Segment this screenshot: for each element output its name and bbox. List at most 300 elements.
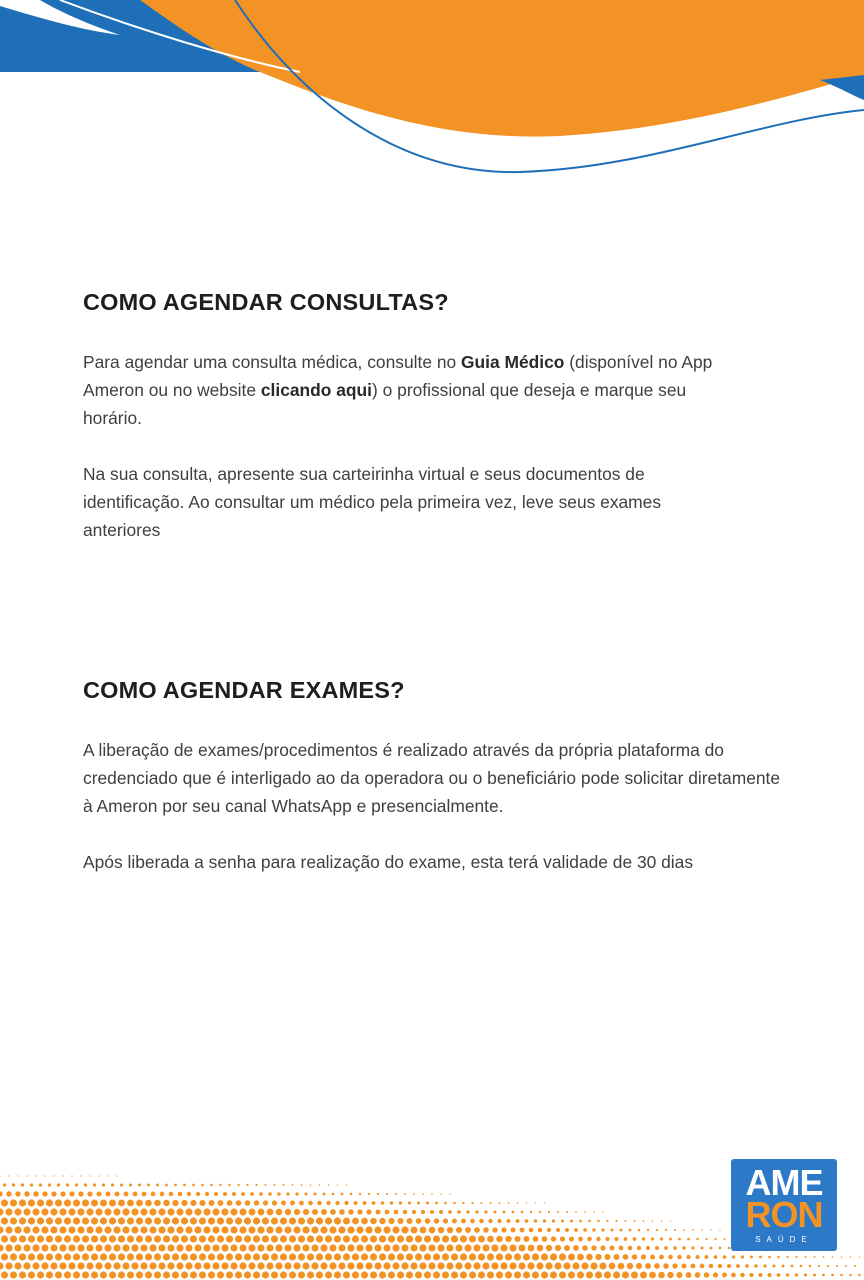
halftone-dot (284, 1262, 291, 1269)
halftone-dot (317, 1201, 322, 1206)
halftone-dot (492, 1227, 497, 1232)
halftone-dot (550, 1271, 557, 1278)
halftone-dot (392, 1262, 399, 1269)
halftone-dot (149, 1244, 156, 1251)
halftone-dot (514, 1253, 521, 1260)
halftone-dot (473, 1262, 480, 1269)
halftone-dot (386, 1193, 388, 1195)
halftone-dot (48, 1183, 51, 1186)
halftone-dot (217, 1271, 224, 1278)
halftone-dot (5, 1262, 12, 1269)
halftone-dot (181, 1235, 188, 1242)
halftone-dot (482, 1244, 489, 1251)
halftone-dot (1, 1235, 8, 1242)
halftone-dot (564, 1245, 570, 1251)
halftone-dot (676, 1272, 682, 1278)
halftone-dot (659, 1255, 664, 1260)
halftone-dot (329, 1244, 336, 1251)
halftone-dot (138, 1183, 141, 1186)
halftone-dot (339, 1209, 345, 1215)
halftone-dot (678, 1238, 681, 1241)
halftone-dot (91, 1253, 98, 1260)
halftone-dot (469, 1271, 476, 1278)
halftone-dot (695, 1272, 701, 1278)
halftone-dot (430, 1210, 434, 1214)
halftone-dot (237, 1184, 239, 1186)
halftone-dot (64, 1271, 71, 1278)
halftone-dot (275, 1262, 282, 1269)
halftone-dot (294, 1209, 300, 1215)
halftone-dot (388, 1235, 395, 1242)
halftone-dot (10, 1253, 17, 1260)
halftone-dot (53, 1175, 54, 1176)
halftone-dot (1, 1199, 8, 1206)
halftone-dot (136, 1271, 143, 1278)
halftone-dot (574, 1228, 578, 1232)
halftone-dot (221, 1244, 228, 1251)
halftone-dot (113, 1262, 120, 1269)
halftone-dot (59, 1208, 66, 1215)
halftone-dot (575, 1211, 577, 1213)
halftone-dot (723, 1238, 725, 1240)
halftone-dot (645, 1263, 651, 1269)
halftone-dot (140, 1262, 147, 1269)
halftone-dot (641, 1254, 646, 1259)
halftone-dot (714, 1255, 718, 1259)
halftone-dot (91, 1235, 98, 1242)
halftone-dot (5, 1208, 12, 1215)
halftone-dot (230, 1208, 237, 1215)
halftone-dot (647, 1229, 649, 1231)
halftone-dot (651, 1237, 654, 1240)
halftone-dot (372, 1201, 376, 1205)
halftone-dot (768, 1273, 772, 1277)
halftone-dot (122, 1226, 129, 1233)
halftone-dot (592, 1228, 595, 1231)
halftone-dot (600, 1245, 605, 1250)
halftone-dot (352, 1218, 359, 1225)
halftone-dot (116, 1175, 117, 1176)
halftone-dot (32, 1262, 39, 1269)
halftone-dot (298, 1271, 305, 1278)
halftone-dot (280, 1235, 287, 1242)
halftone-dot (421, 1210, 425, 1214)
halftone-dot (241, 1192, 245, 1196)
halftone-dot (145, 1235, 152, 1242)
halftone-dot (523, 1253, 530, 1260)
halftone-dot (228, 1184, 230, 1186)
halftone-dot (120, 1183, 123, 1186)
halftone-dot (569, 1237, 574, 1242)
halftone-dot (226, 1271, 233, 1278)
halftone-dot (275, 1244, 282, 1251)
halftone-dot (248, 1208, 255, 1215)
halftone-dot (710, 1229, 711, 1230)
halftone-dot (145, 1217, 152, 1224)
halftone-dot (823, 1256, 825, 1258)
halftone-dot (14, 1244, 21, 1251)
halftone-dot (356, 1244, 363, 1251)
halftone-dot (523, 1271, 530, 1278)
halftone-dot (480, 1202, 482, 1204)
halftone-dot (32, 1208, 39, 1215)
halftone-dot (28, 1217, 35, 1224)
halftone-dot (370, 1271, 377, 1278)
halftone-dot (455, 1262, 462, 1269)
halftone-dot (640, 1271, 647, 1278)
halftone-dot (325, 1235, 332, 1242)
halftone-dot (77, 1208, 84, 1215)
halftone-dot (46, 1217, 53, 1224)
halftone-dot (64, 1253, 71, 1260)
halftone-dot (239, 1244, 246, 1251)
halftone-dot (586, 1254, 593, 1261)
halftone-dot (397, 1271, 404, 1278)
halftone-dot (149, 1226, 156, 1233)
halftone-dot (321, 1209, 327, 1215)
halftone-dot (658, 1272, 665, 1279)
halftone-dot (343, 1271, 350, 1278)
halftone-dot (827, 1265, 829, 1267)
halftone-dot (447, 1227, 453, 1233)
halftone-dot (424, 1235, 431, 1242)
halftone-dot (77, 1244, 84, 1251)
halftone-dot (609, 1263, 616, 1270)
halftone-dot (136, 1235, 143, 1242)
halftone-dot (464, 1262, 471, 1269)
halftone-dot (381, 1201, 385, 1205)
halftone-dot (185, 1208, 192, 1215)
halftone-dot (496, 1236, 503, 1243)
halftone-dot (165, 1184, 168, 1187)
halftone-dot (239, 1208, 246, 1215)
halftone-dot (623, 1254, 629, 1260)
halftone-dot (0, 1262, 4, 1269)
halftone-dot (385, 1210, 390, 1215)
halftone-dot (368, 1193, 370, 1195)
halftone-dot (10, 1271, 17, 1278)
halftone-dot (19, 1253, 26, 1260)
halftone-dot (208, 1217, 215, 1224)
halftone-dot (185, 1262, 192, 1269)
halftone-dot (686, 1272, 692, 1278)
halftone-dot (449, 1193, 450, 1194)
halftone-dot (701, 1229, 703, 1231)
halftone-dot (596, 1237, 600, 1241)
halftone-dot (420, 1227, 427, 1234)
halftone-dot (628, 1246, 633, 1251)
halftone-dot (8, 1175, 9, 1176)
halftone-dot (854, 1265, 856, 1267)
halftone-dot (822, 1274, 825, 1277)
halftone-dot (595, 1271, 602, 1278)
halftone-dot (0, 1226, 4, 1233)
halftone-dot (719, 1229, 720, 1230)
halftone-dot (91, 1217, 98, 1224)
halftone-dot (50, 1244, 57, 1251)
halftone-dot (55, 1217, 62, 1224)
halftone-dot (455, 1244, 462, 1251)
halftone-dot (719, 1247, 722, 1250)
text-consultas-1c: ) o profissional que deseja e marque seu horário. (83, 380, 687, 428)
halftone-dot (550, 1253, 557, 1260)
halftone-dot (350, 1193, 353, 1196)
halftone-dot (301, 1184, 303, 1186)
halftone-dot (672, 1263, 677, 1268)
halftone-dot (749, 1273, 753, 1277)
halftone-dot (100, 1235, 107, 1242)
halftone-dot (163, 1235, 170, 1242)
halftone-dot (565, 1228, 569, 1232)
halftone-dot (597, 1220, 599, 1222)
halftone-dot (419, 1244, 426, 1251)
halftone-dot (163, 1271, 170, 1278)
halftone-dot (51, 1191, 56, 1196)
halftone-dot (539, 1211, 541, 1213)
halftone-dot (131, 1244, 138, 1251)
halftone-dot (298, 1217, 305, 1224)
halftone-dot (343, 1235, 350, 1242)
halftone-dot (262, 1235, 269, 1242)
halftone-dot (212, 1244, 219, 1251)
halftone-dot (636, 1263, 642, 1269)
halftone-dot (203, 1262, 210, 1269)
halftone-dot (548, 1211, 550, 1213)
halftone-dot (836, 1265, 838, 1267)
halftone-dot (93, 1183, 96, 1186)
halftone-dot (221, 1262, 228, 1269)
halftone-dot (172, 1253, 179, 1260)
halftone-dot (471, 1202, 473, 1204)
halftone-dot (337, 1184, 338, 1185)
halftone-dot (442, 1235, 449, 1242)
halftone-dot (686, 1255, 690, 1259)
halftone-dot (429, 1227, 436, 1234)
halftone-dot (32, 1244, 39, 1251)
halftone-dot (285, 1209, 291, 1215)
halftone-dot (469, 1253, 476, 1260)
halftone-dot (805, 1256, 807, 1258)
halftone-dot (437, 1262, 444, 1269)
halftone-dot (320, 1262, 327, 1269)
halftone-dot (19, 1217, 26, 1224)
halftone-dot (89, 1175, 90, 1176)
halftone-dot (46, 1271, 53, 1278)
halftone-dot (652, 1220, 654, 1222)
halftone-dot (194, 1244, 201, 1251)
halftone-dot (111, 1183, 114, 1186)
halftone-dot (0, 1208, 4, 1215)
halftone-dot (619, 1246, 624, 1251)
halftone-dot (271, 1217, 278, 1224)
halftone-dot (520, 1228, 525, 1233)
halftone-dot (541, 1271, 548, 1278)
halftone-dot (185, 1244, 192, 1251)
halftone-dot (410, 1262, 417, 1269)
halftone-dot (289, 1235, 296, 1242)
halftone-dot (487, 1253, 494, 1260)
halftone-dot (50, 1208, 57, 1215)
halftone-dot (559, 1253, 566, 1260)
halftone-dot (473, 1244, 480, 1251)
header-wave-decoration (0, 0, 864, 190)
halftone-dot (263, 1200, 268, 1205)
halftone-dot (424, 1271, 431, 1278)
halftone-dot (334, 1253, 341, 1260)
halftone-dot (727, 1264, 731, 1268)
halftone-dot (356, 1262, 363, 1269)
halftone-dot (745, 1264, 749, 1268)
halftone-dot (329, 1226, 336, 1233)
halftone-dot (82, 1235, 89, 1242)
halftone-dot (221, 1208, 228, 1215)
halftone-dot (172, 1271, 179, 1278)
halftone-dot (286, 1192, 289, 1195)
halftone-dot (532, 1271, 539, 1278)
halftone-dot (435, 1202, 438, 1205)
halftone-dot (352, 1235, 359, 1242)
halftone-dot (453, 1202, 456, 1205)
halftone-dot (44, 1175, 45, 1176)
halftone-dot (669, 1238, 672, 1241)
clicando-aqui-link[interactable]: clicando aqui (260, 380, 373, 400)
halftone-dot (310, 1184, 312, 1186)
halftone-dot (568, 1271, 575, 1278)
halftone-dot (298, 1253, 305, 1260)
halftone-dot (605, 1237, 609, 1241)
halftone-dot (1, 1271, 8, 1278)
halftone-dot (187, 1192, 191, 1196)
halftone-dot (568, 1254, 575, 1261)
halftone-dot (563, 1262, 570, 1269)
halftone-dot (377, 1193, 379, 1195)
logo-line-saude: SAÚDE (755, 1235, 813, 1244)
halftone-dot (332, 1193, 335, 1196)
halftone-dot (14, 1226, 21, 1233)
halftone-dot (276, 1209, 283, 1216)
halftone-dot (235, 1271, 242, 1278)
halftone-dot (21, 1183, 24, 1186)
halftone-dot (461, 1219, 466, 1224)
halftone-dot (328, 1184, 329, 1185)
halftone-dot (73, 1217, 80, 1224)
halftone-dot (0, 1244, 4, 1251)
halftone-dot (163, 1200, 169, 1206)
halftone-dot (84, 1183, 87, 1186)
halftone-dot (527, 1262, 534, 1269)
halftone-dot (452, 1218, 457, 1223)
halftone-dot (145, 1200, 152, 1207)
halftone-dot (460, 1235, 467, 1242)
halftone-dot (524, 1236, 530, 1242)
halftone-dot (484, 1210, 487, 1213)
halftone-dot (329, 1262, 336, 1269)
halftone-dot (181, 1271, 188, 1278)
halftone-dot (122, 1208, 129, 1215)
halftone-dot (167, 1226, 174, 1233)
halftone-dot (663, 1263, 669, 1269)
halftone-dot (140, 1244, 147, 1251)
halftone-dot (439, 1210, 443, 1214)
halftone-dot (404, 1193, 406, 1195)
halftone-dot (115, 1192, 120, 1197)
halftone-dot (497, 1219, 501, 1223)
halftone-dot (307, 1217, 314, 1224)
halftone-dot (55, 1235, 62, 1242)
halftone-dot (57, 1183, 60, 1186)
halftone-dot (667, 1272, 673, 1278)
halftone-dot (501, 1227, 506, 1232)
halftone-dot (366, 1209, 371, 1214)
halftone-dot (593, 1211, 594, 1212)
halftone-dot (172, 1217, 179, 1224)
halftone-dot (491, 1262, 498, 1269)
halftone-dot (496, 1271, 503, 1278)
halftone-dot (86, 1226, 93, 1233)
halftone-dot (341, 1193, 344, 1196)
halftone-dot (518, 1244, 525, 1251)
halftone-dot (226, 1253, 233, 1260)
halftone-dot (66, 1183, 69, 1186)
halftone-dot (113, 1226, 120, 1233)
halftone-dot (174, 1184, 177, 1187)
halftone-dot (625, 1220, 627, 1222)
halftone-dot (30, 1183, 33, 1186)
halftone-dot (113, 1208, 120, 1215)
halftone-dot (127, 1235, 134, 1242)
halftone-dot (77, 1262, 84, 1269)
halftone-dot (160, 1192, 165, 1197)
halftone-dot (518, 1262, 525, 1269)
halftone-dot (661, 1220, 662, 1221)
halftone-dot (156, 1184, 159, 1187)
halftone-dot (344, 1201, 348, 1205)
halftone-dot (23, 1208, 30, 1215)
halftone-dot (401, 1244, 408, 1251)
halftone-dot (691, 1264, 696, 1269)
halftone-dot (408, 1201, 411, 1204)
halftone-dot (293, 1244, 300, 1251)
halftone-dot (41, 1262, 48, 1269)
halftone-dot (346, 1184, 347, 1185)
halftone-dot (578, 1237, 583, 1242)
halftone-dot (73, 1199, 80, 1206)
halftone-dot (15, 1191, 20, 1196)
halftone-dot (700, 1246, 703, 1249)
halftone-dot (428, 1262, 435, 1269)
halftone-dot (250, 1192, 254, 1196)
halftone-dot (572, 1262, 579, 1269)
halftone-dot (280, 1217, 287, 1224)
halftone-dot (460, 1253, 467, 1260)
halftone-dot (23, 1226, 30, 1233)
halftone-dot (388, 1218, 394, 1224)
halftone-dot (559, 1271, 566, 1278)
halftone-dot (361, 1218, 368, 1225)
halftone-dot (750, 1256, 753, 1259)
halftone-dot (741, 1255, 744, 1258)
halftone-dot (482, 1262, 489, 1269)
halftone-dot (599, 1262, 606, 1269)
halftone-dot (768, 1256, 771, 1259)
halftone-dot (588, 1220, 591, 1223)
halftone-dot (192, 1184, 195, 1187)
halftone-dot (554, 1262, 561, 1269)
halftone-dot (68, 1208, 75, 1215)
halftone-dot (517, 1202, 519, 1204)
halftone-dot (512, 1211, 515, 1214)
halftone-dot (176, 1244, 183, 1251)
